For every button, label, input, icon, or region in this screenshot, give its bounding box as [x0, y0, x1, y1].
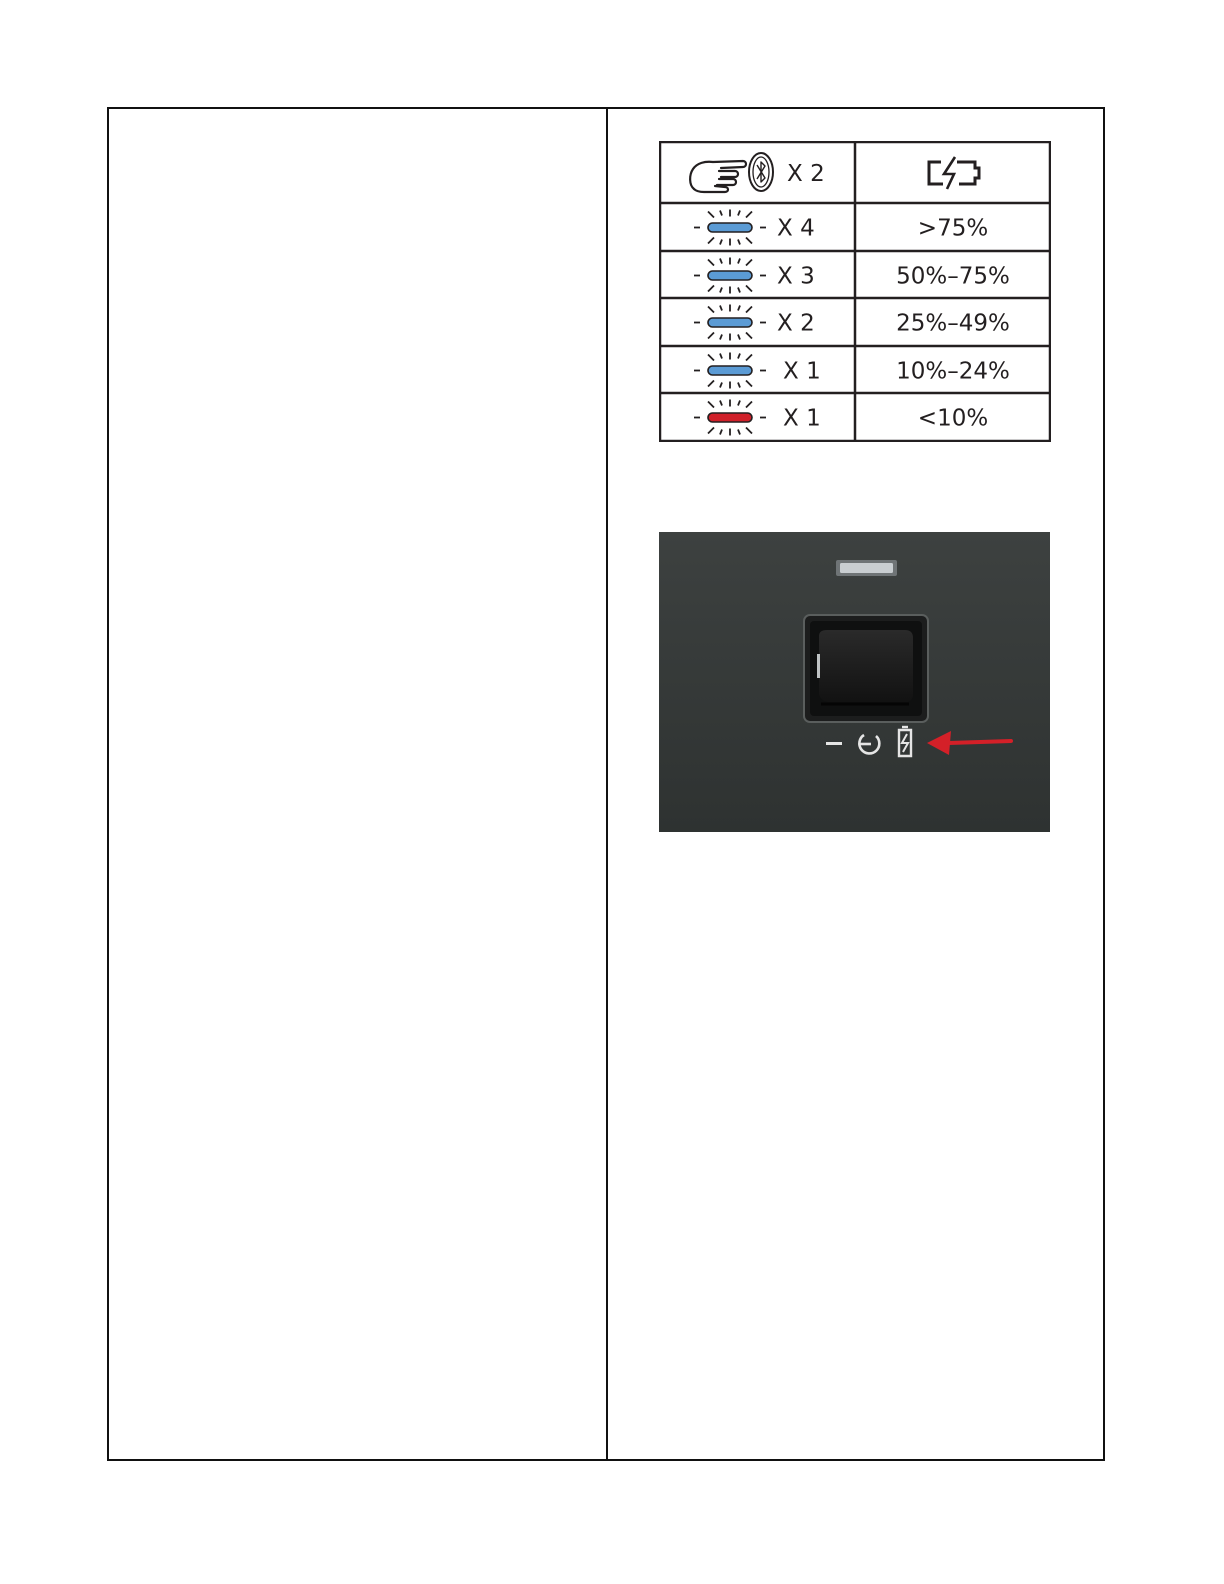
- blink-count-label: X 1: [783, 405, 821, 432]
- blink-count-label: X 1: [783, 358, 821, 385]
- page-table: [107, 107, 1105, 1461]
- off-dash-icon: [826, 742, 842, 745]
- press-count-label: X 2: [787, 161, 825, 187]
- blink-count-label: X 4: [777, 215, 815, 242]
- battery-level-label: <10%: [917, 405, 989, 432]
- battery-level-label: 10%–24%: [896, 358, 1010, 385]
- right-column: [608, 109, 1103, 1459]
- blink-count-label: X 2: [777, 310, 815, 337]
- battery-level-label: >75%: [917, 215, 989, 242]
- blink-count-label: X 3: [777, 263, 815, 290]
- battery-level-label: 25%–49%: [896, 310, 1010, 337]
- switch-photo: [659, 532, 1050, 832]
- battery-level-table: [659, 141, 1051, 442]
- left-column-empty: [109, 109, 606, 1459]
- rocker-switch-icon[interactable]: [804, 615, 928, 722]
- battery-level-label: 50%–75%: [896, 263, 1010, 290]
- led-indicator-icon: [836, 560, 897, 576]
